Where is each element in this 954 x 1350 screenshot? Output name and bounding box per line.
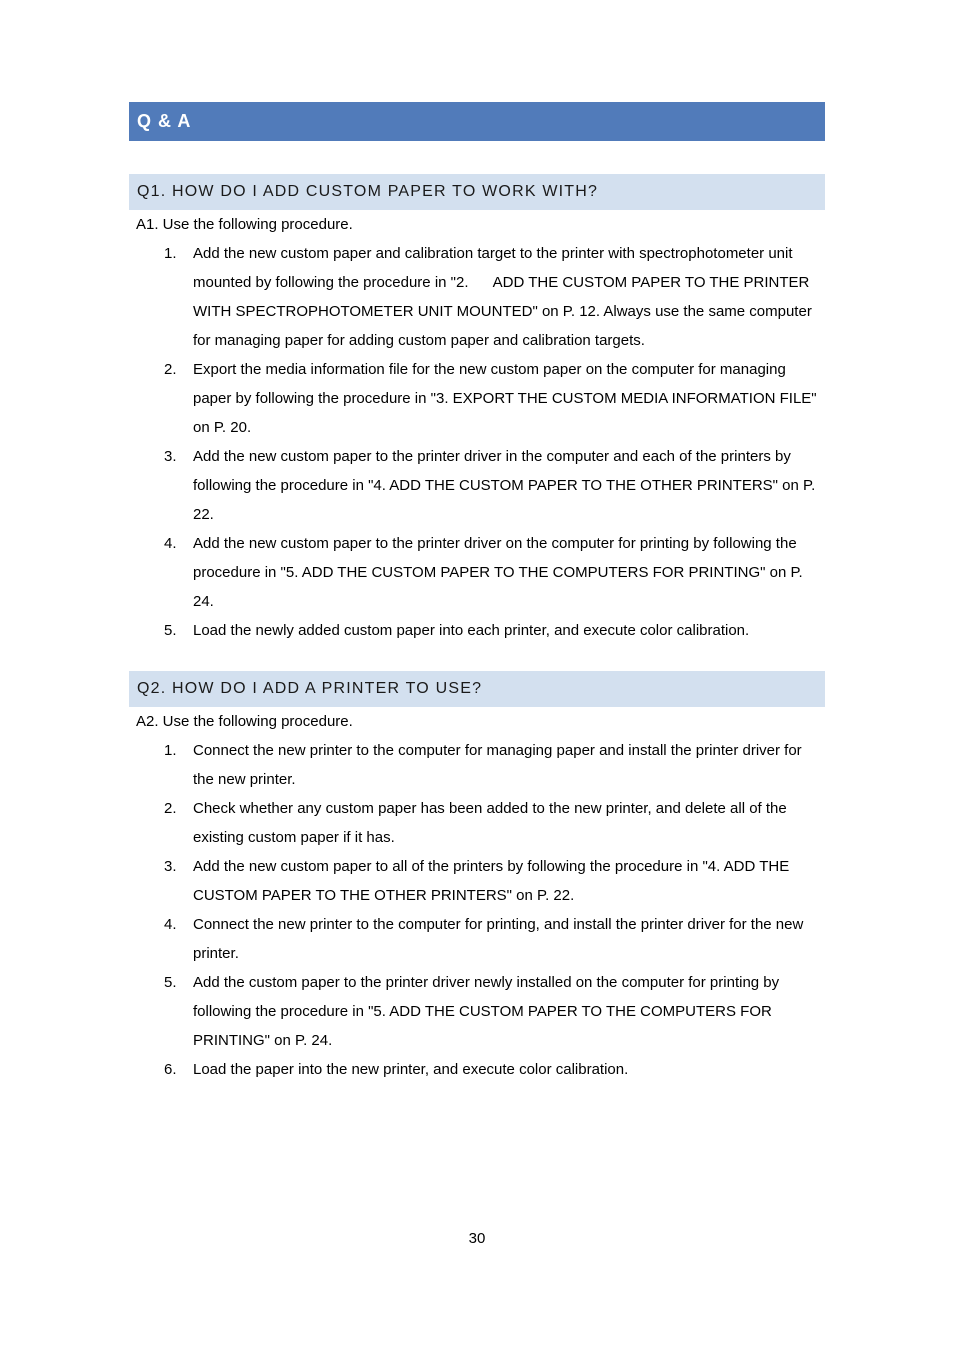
step-number: 3.: [164, 448, 177, 465]
list-item: [129, 852, 825, 910]
step-text: Add the new custom paper to all of the printers by following the procedure in "4. ADD THE CUSTOM PAPER TO THE OTHER PRINTERS" on P. 22.: [193, 858, 790, 904]
step-text: Load the newly added custom paper into each printer, and execute color calibration.: [193, 622, 750, 639]
answer-intro-2: A2. Use the following procedure.: [136, 713, 353, 730]
step-number: 3.: [164, 858, 177, 875]
step-number: 5.: [164, 622, 177, 639]
step-list-1: [129, 239, 825, 645]
page-number: 30: [468, 1230, 486, 1247]
list-item: [129, 1055, 825, 1084]
question-header-2: [129, 671, 825, 707]
step-text: Add the new custom paper to the printer driver in the computer and each of the printers by following the procedure in "4. ADD THE CUSTOM PAPER TO THE OTHER PRINTERS" on P. 22.: [193, 448, 816, 523]
step-number: 6.: [164, 1061, 177, 1078]
step-list-2: [129, 736, 825, 1084]
question-title-2: Q2. HOW DO I ADD A PRINTER TO USE?: [137, 680, 483, 697]
banner-title: Q & A: [137, 111, 192, 131]
step-text: Export the media information file for the new custom paper on the computer for managing paper by following the procedure in "3. EXPORT THE CUSTOM MEDIA INFORMATION FILE" on P. 20.: [193, 361, 817, 436]
step-text: Add the new custom paper and calibration target to the printer with spectrophotometer unit mounted by following the procedure in "2. ADD THE CUSTOM PAPER TO THE PRINTER WITH SPECTROPHOTOMETER UNIT MOUNTED" on P. 12. Always use the same computer for managing paper for adding custom paper and calibration targets.: [193, 245, 816, 349]
step-text: Check whether any custom paper has been added to the new printer, and delete all of the existing custom paper if it has.: [193, 800, 787, 846]
step-number: 2.: [164, 800, 177, 817]
list-item: [129, 529, 825, 616]
step-number: 5.: [164, 974, 177, 991]
question-header-1: [129, 174, 825, 210]
list-item: [129, 355, 825, 442]
list-item: [129, 239, 825, 355]
list-item: [129, 616, 825, 645]
step-number: 4.: [164, 535, 177, 552]
list-item: [129, 968, 825, 1055]
step-number: 1.: [164, 245, 177, 262]
answer-intro-1: A1. Use the following procedure.: [136, 216, 353, 233]
step-number: 4.: [164, 916, 177, 933]
question-section-2: [129, 671, 825, 1084]
question-title-1: Q1. HOW DO I ADD CUSTOM PAPER TO WORK WITH?: [137, 183, 599, 200]
step-number: 1.: [164, 742, 177, 759]
qa-banner: [129, 102, 825, 141]
list-item: [129, 794, 825, 852]
step-text: Load the paper into the new printer, and execute color calibration.: [193, 1061, 629, 1078]
list-item: [129, 736, 825, 794]
step-number: 2.: [164, 361, 177, 378]
step-text: Add the custom paper to the printer driver newly installed on the computer for printing by following the procedure in "5. ADD THE CUSTOM PAPER TO THE COMPUTERS FOR PRINTING" on P. 24.: [193, 974, 780, 1049]
question-section-1: [129, 174, 825, 645]
step-text: Add the new custom paper to the printer driver on the computer for printing by following the procedure in "5. ADD THE CUSTOM PAPER TO THE COMPUTERS FOR PRINTING" on P. 24.: [193, 535, 803, 610]
step-text: Connect the new printer to the computer for printing, and install the printer driver for the new printer.: [193, 916, 804, 962]
list-item: [129, 442, 825, 529]
step-text: Connect the new printer to the computer for managing paper and install the printer driver for the new printer.: [193, 742, 802, 788]
list-item: [129, 910, 825, 968]
